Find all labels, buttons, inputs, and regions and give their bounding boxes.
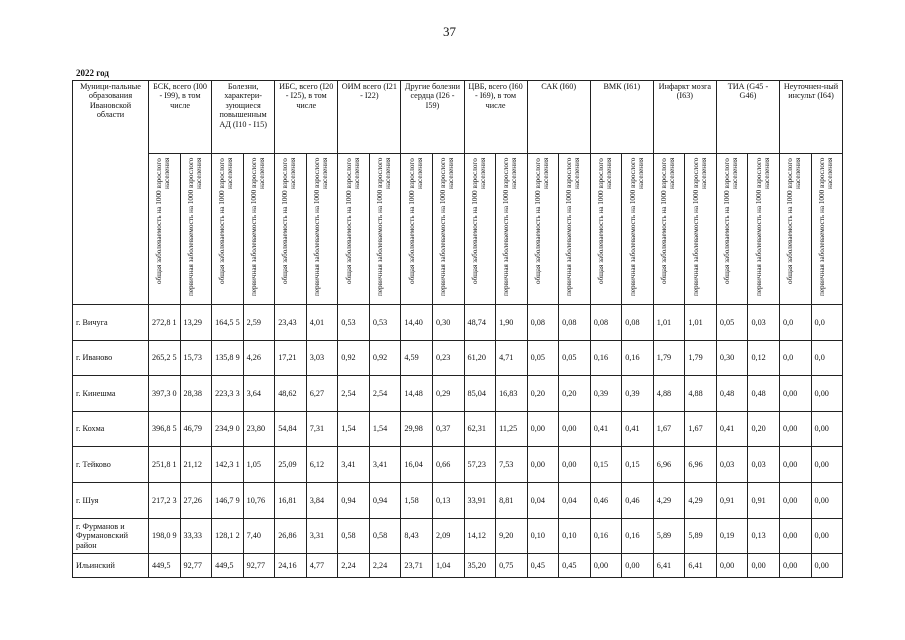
table-row (73, 376, 843, 412)
table-cell: 0,45 (527, 554, 559, 578)
table-cell: 62,31 (464, 411, 496, 447)
table-cell: 0,0 (811, 340, 843, 376)
group-header: Другие болезни сердца (I26 - I59) (401, 81, 464, 154)
table-cell: 6,27 (306, 376, 338, 412)
subheader-text: общая заболеваемость на 1000 взрослого населения (723, 158, 740, 284)
table-cell: 0,20 (559, 376, 591, 412)
table-row (73, 518, 843, 554)
primary-morbidity-header (811, 154, 843, 305)
table-cell: 6,96 (653, 447, 685, 483)
group-header: БСК, всего (I00 - I99), в том числе (149, 81, 212, 154)
table-cell: 4,29 (685, 482, 717, 518)
table-cell: 23,80 (243, 411, 275, 447)
subheader-text: общая заболеваемость на 1000 взрослого населения (533, 158, 550, 284)
group-header: САК (I60) (527, 81, 590, 154)
table-cell: 0,10 (559, 518, 591, 554)
primary-morbidity-header (369, 154, 401, 305)
table-cell: 2,24 (338, 554, 370, 578)
table-cell: 1,54 (338, 411, 370, 447)
municipality-name: г. Кохма (73, 411, 149, 447)
table-cell: 1,01 (653, 305, 685, 341)
table-cell: 0,30 (432, 305, 464, 341)
table-cell: 0,46 (622, 482, 654, 518)
table-cell: 6,41 (653, 554, 685, 578)
subheader-text: общая заболеваемость на 1000 взрослого населения (155, 158, 172, 284)
table-cell: 0,12 (748, 340, 780, 376)
table-cell: 0,41 (716, 411, 748, 447)
table-cell: 164,5 5 (212, 305, 244, 341)
general-morbidity-header (401, 154, 433, 305)
table-cell: 0,58 (369, 518, 401, 554)
table-cell: 4,71 (496, 340, 528, 376)
subheader-text: первичная заболеваемость на 1000 взрослого населения (439, 158, 456, 297)
table-cell: 0,13 (748, 518, 780, 554)
table-cell: 0,04 (527, 482, 559, 518)
general-morbidity-header (275, 154, 307, 305)
table-cell: 16,04 (401, 447, 433, 483)
general-morbidity-header (780, 154, 812, 305)
table-cell: 0,41 (622, 411, 654, 447)
table-cell: 0,00 (780, 554, 812, 578)
table-cell: 33,33 (180, 518, 212, 554)
table-row (73, 305, 843, 341)
table-cell: 0,13 (432, 482, 464, 518)
primary-morbidity-header (243, 154, 275, 305)
primary-morbidity-header (748, 154, 780, 305)
table-cell: 7,31 (306, 411, 338, 447)
table-cell: 0,16 (590, 340, 622, 376)
table-cell: 198,0 9 (149, 518, 181, 554)
group-header: ОИМ всего (I21 - I22) (338, 81, 401, 154)
table-cell: 1,58 (401, 482, 433, 518)
table-cell: 3,03 (306, 340, 338, 376)
primary-morbidity-header (306, 154, 338, 305)
table-cell: 0,08 (622, 305, 654, 341)
table-cell: 1,67 (685, 411, 717, 447)
table-cell: 7,53 (496, 447, 528, 483)
table-row (73, 447, 843, 483)
table-cell: 1,90 (496, 305, 528, 341)
table-cell: 2,59 (243, 305, 275, 341)
table-cell: 23,43 (275, 305, 307, 341)
table-cell: 28,38 (180, 376, 212, 412)
table-cell: 135,8 9 (212, 340, 244, 376)
municipality-name: г. Вичуга (73, 305, 149, 341)
table-row (73, 411, 843, 447)
table-cell: 8,43 (401, 518, 433, 554)
table-cell: 0,08 (559, 305, 591, 341)
general-morbidity-header (149, 154, 181, 305)
table-cell: 251,8 1 (149, 447, 181, 483)
table-cell: 0,66 (432, 447, 464, 483)
table-cell: 29,98 (401, 411, 433, 447)
table-cell: 0,41 (590, 411, 622, 447)
table-cell: 0,16 (622, 340, 654, 376)
table-cell: 92,77 (243, 554, 275, 578)
group-header: ВМК (I61) (590, 81, 653, 154)
table-cell: 0,19 (716, 518, 748, 554)
table-cell: 7,40 (243, 518, 275, 554)
table-cell: 26,86 (275, 518, 307, 554)
table-cell: 1,04 (432, 554, 464, 578)
table-cell: 92,77 (180, 554, 212, 578)
group-header: Неуточнен-ный инсульт (I64) (780, 81, 843, 154)
table-cell: 1,79 (653, 340, 685, 376)
general-morbidity-header (653, 154, 685, 305)
table-cell: 0,16 (622, 518, 654, 554)
table-cell: 0,16 (590, 518, 622, 554)
general-morbidity-header (590, 154, 622, 305)
table-cell: 2,54 (369, 376, 401, 412)
table-cell: 0,58 (338, 518, 370, 554)
table-cell: 0,00 (527, 411, 559, 447)
table-cell: 2,24 (369, 554, 401, 578)
primary-morbidity-header (432, 154, 464, 305)
table-cell: 449,5 (149, 554, 181, 578)
table-cell: 1,67 (653, 411, 685, 447)
table-cell: 16,83 (496, 376, 528, 412)
table-cell: 0,08 (590, 305, 622, 341)
table-cell: 4,26 (243, 340, 275, 376)
table-cell: 0,00 (811, 518, 843, 554)
table-cell: 146,7 9 (212, 482, 244, 518)
primary-morbidity-header (496, 154, 528, 305)
table-cell: 0,53 (369, 305, 401, 341)
table-cell: 223,3 3 (212, 376, 244, 412)
table-cell: 0,03 (748, 305, 780, 341)
table-cell: 2,09 (432, 518, 464, 554)
table-cell: 0,00 (622, 554, 654, 578)
table-cell: 0,00 (811, 447, 843, 483)
table-cell: 1,05 (243, 447, 275, 483)
table-cell: 0,53 (338, 305, 370, 341)
table-cell: 0,05 (559, 340, 591, 376)
table-cell: 4,88 (653, 376, 685, 412)
table-cell: 0,00 (527, 447, 559, 483)
table-cell: 23,71 (401, 554, 433, 578)
table-cell: 217,2 3 (149, 482, 181, 518)
table-cell: 0,04 (559, 482, 591, 518)
table-cell: 0,0 (780, 305, 812, 341)
subheader-text: первичная заболеваемость на 1000 взрослого населения (691, 158, 708, 297)
table-cell: 13,29 (180, 305, 212, 341)
municipality-name: г. Шуя (73, 482, 149, 518)
table-cell: 0,00 (559, 447, 591, 483)
subheader-text: общая заболеваемость на 1000 взрослого населения (407, 158, 424, 284)
table-cell: 0,91 (748, 482, 780, 518)
table-cell: 5,89 (653, 518, 685, 554)
table-cell: 234,9 0 (212, 411, 244, 447)
table-cell: 3,41 (338, 447, 370, 483)
table-cell: 0,29 (432, 376, 464, 412)
table-cell: 0,10 (527, 518, 559, 554)
year-label: 2022 год (76, 68, 109, 78)
table-cell: 0,03 (748, 447, 780, 483)
municipality-name: г. Иваново (73, 340, 149, 376)
subheader-text: общая заболеваемость на 1000 взрослого населения (218, 158, 235, 284)
table-cell: 0,0 (780, 340, 812, 376)
table-cell: 3,41 (369, 447, 401, 483)
table-cell: 0,00 (780, 482, 812, 518)
group-header: Болезни, характери-зующиеся повышенным АД (I10 - I15) (212, 81, 275, 154)
table-cell: 0,48 (716, 376, 748, 412)
table-cell: 0,48 (748, 376, 780, 412)
subheader-text: общая заболеваемость на 1000 взрослого населения (786, 158, 803, 284)
table-cell: 0,00 (811, 376, 843, 412)
table-cell: 128,1 2 (212, 518, 244, 554)
table-cell: 265,2 5 (149, 340, 181, 376)
table-cell: 1,01 (685, 305, 717, 341)
table-cell: 11,25 (496, 411, 528, 447)
morbidity-table (72, 80, 843, 578)
subheader-text: первичная заболеваемость на 1000 взрослого населения (628, 158, 645, 297)
subheader-text: первичная заболеваемость на 1000 взрослого населения (186, 158, 203, 297)
table-cell: 54,84 (275, 411, 307, 447)
table-cell: 142,3 1 (212, 447, 244, 483)
table-cell: 3,84 (306, 482, 338, 518)
table-cell: 8,81 (496, 482, 528, 518)
table-cell: 4,29 (653, 482, 685, 518)
table-cell: 4,59 (401, 340, 433, 376)
table-cell: 0,00 (780, 447, 812, 483)
table-cell: 0,00 (780, 411, 812, 447)
table-cell: 33,91 (464, 482, 496, 518)
table-cell: 0,94 (338, 482, 370, 518)
general-morbidity-header (527, 154, 559, 305)
general-morbidity-header (716, 154, 748, 305)
table-cell: 14,48 (401, 376, 433, 412)
subheader-text: первичная заболеваемость на 1000 взрослого населения (376, 158, 393, 297)
primary-morbidity-header (559, 154, 591, 305)
subheader-text: первичная заболеваемость на 1000 взрослого населения (754, 158, 771, 297)
table-cell: 0,92 (369, 340, 401, 376)
table-cell: 396,8 5 (149, 411, 181, 447)
subheader-text: первичная заболеваемость на 1000 взрослого населения (502, 158, 519, 297)
table-cell: 0,30 (716, 340, 748, 376)
table-cell: 0,23 (432, 340, 464, 376)
subheader-text: первичная заболеваемость на 1000 взрослого населения (313, 158, 330, 297)
general-morbidity-header (212, 154, 244, 305)
group-header: ЦВБ, всего (I60 - I69), в том числе (464, 81, 527, 154)
table-cell: 3,64 (243, 376, 275, 412)
table-cell: 0,00 (748, 554, 780, 578)
table-row (73, 554, 843, 578)
table-cell: 0,0 (811, 305, 843, 341)
table-cell: 1,79 (685, 340, 717, 376)
table-cell: 21,12 (180, 447, 212, 483)
table-cell: 4,77 (306, 554, 338, 578)
table-cell: 2,54 (338, 376, 370, 412)
table-cell: 0,00 (811, 554, 843, 578)
table-cell: 0,20 (748, 411, 780, 447)
table-cell: 449,5 (212, 554, 244, 578)
group-header: ИБС, всего (I20 - I25), в том числе (275, 81, 338, 154)
table-cell: 0,39 (590, 376, 622, 412)
table-cell: 6,96 (685, 447, 717, 483)
table-cell: 17,21 (275, 340, 307, 376)
table-cell: 6,12 (306, 447, 338, 483)
table-cell: 4,88 (685, 376, 717, 412)
table-cell: 61,20 (464, 340, 496, 376)
table-cell: 57,23 (464, 447, 496, 483)
general-morbidity-header (464, 154, 496, 305)
table-cell: 10,76 (243, 482, 275, 518)
table-cell: 0,15 (622, 447, 654, 483)
subheader-text: общая заболеваемость на 1000 взрослого населения (281, 158, 298, 284)
table-cell: 0,20 (527, 376, 559, 412)
table-cell: 0,00 (780, 518, 812, 554)
table-cell: 272,8 1 (149, 305, 181, 341)
subheader-text: общая заболеваемость на 1000 взрослого населения (344, 158, 361, 284)
primary-morbidity-header (180, 154, 212, 305)
table-cell: 16,81 (275, 482, 307, 518)
general-morbidity-header (338, 154, 370, 305)
subheader-text: общая заболеваемость на 1000 взрослого населения (470, 158, 487, 284)
table-cell: 1,54 (369, 411, 401, 447)
table-cell: 9,20 (496, 518, 528, 554)
table-cell: 14,40 (401, 305, 433, 341)
table-cell: 46,79 (180, 411, 212, 447)
table-cell: 25,09 (275, 447, 307, 483)
table-cell: 0,94 (369, 482, 401, 518)
municipality-header: Муници-пальные образования Ивановской области (73, 81, 149, 305)
table-cell: 0,75 (496, 554, 528, 578)
municipality-name: г. Фурманов и Фурмановский район (73, 518, 149, 554)
table-cell: 0,03 (716, 447, 748, 483)
subheader-text: общая заболеваемость на 1000 взрослого населения (597, 158, 613, 284)
table-cell: 0,45 (559, 554, 591, 578)
table-cell: 35,20 (464, 554, 496, 578)
table-cell: 0,37 (432, 411, 464, 447)
table-cell: 0,92 (338, 340, 370, 376)
primary-morbidity-header (622, 154, 654, 305)
table-cell: 14,12 (464, 518, 496, 554)
table-cell: 3,31 (306, 518, 338, 554)
table-cell: 5,89 (685, 518, 717, 554)
group-header: Инфаркт мозга (I63) (653, 81, 716, 154)
table-cell: 0,00 (590, 554, 622, 578)
table-cell: 85,04 (464, 376, 496, 412)
table-cell: 0,00 (811, 411, 843, 447)
table-cell: 0,00 (780, 376, 812, 412)
table-cell: 6,41 (685, 554, 717, 578)
municipality-name: г. Кинешма (73, 376, 149, 412)
table-cell: 0,00 (811, 482, 843, 518)
table-cell: 397,3 0 (149, 376, 181, 412)
group-header: ТИА (G45 - G46) (716, 81, 779, 154)
subheader-text: первичная заболеваемость на 1000 взрослого населения (249, 158, 266, 297)
subheader-text: общая заболеваемость на 1000 взрослого населения (660, 158, 677, 284)
table-cell: 48,74 (464, 305, 496, 341)
municipality-name: г. Тейково (73, 447, 149, 483)
primary-morbidity-header (685, 154, 717, 305)
table-cell: 0,39 (622, 376, 654, 412)
table-cell: 0,08 (527, 305, 559, 341)
table-cell: 27,26 (180, 482, 212, 518)
table-cell: 0,91 (716, 482, 748, 518)
subheader-text: первичная заболеваемость на 1000 взрослого населения (817, 158, 834, 297)
table-cell: 0,05 (527, 340, 559, 376)
subheader-text: первичная заболеваемость на 1000 взрослого населения (565, 158, 582, 297)
table-cell: 0,00 (559, 411, 591, 447)
table-cell: 24,16 (275, 554, 307, 578)
table-row (73, 340, 843, 376)
page-number: 37 (443, 24, 456, 39)
table-cell: 4,01 (306, 305, 338, 341)
table-cell: 0,46 (590, 482, 622, 518)
table-cell: 0,00 (716, 554, 748, 578)
table-cell: 0,15 (590, 447, 622, 483)
table-cell: 15,73 (180, 340, 212, 376)
municipality-name: Ильинский (73, 554, 149, 578)
table-row (73, 482, 843, 518)
table-cell: 48,62 (275, 376, 307, 412)
table-cell: 0,05 (716, 305, 748, 341)
